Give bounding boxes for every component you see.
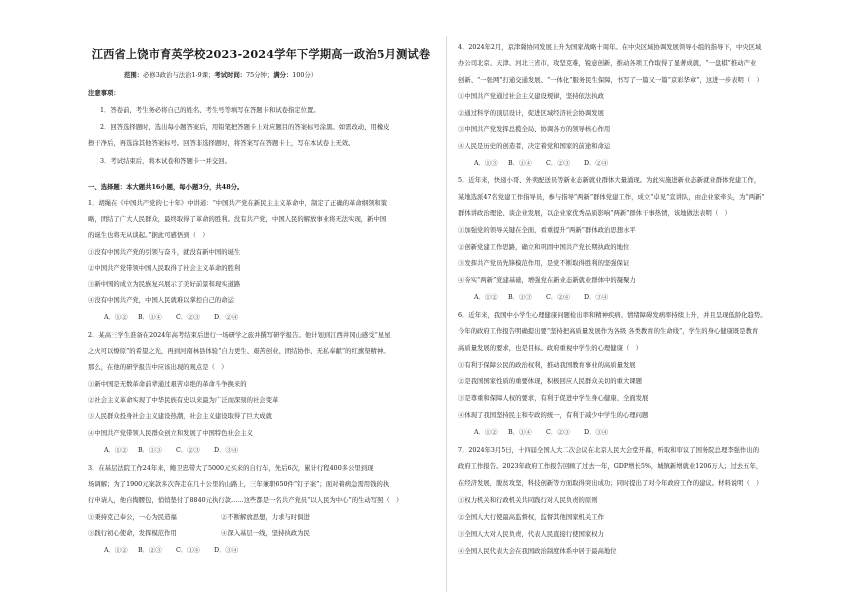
option-b[interactable]: B．①④ [508, 160, 532, 167]
question-1-statement: ③新中国的成立为民族复兴展示了美好前景和现实道路 [88, 281, 241, 288]
option-a[interactable]: A．①② [104, 447, 128, 454]
question-5-statement: ②创新党建工作思路，确立和巩固中国共产党长期执政的地位 [458, 244, 630, 251]
question-1-line: 略，团结了广大人民群众，最终取得了革命的胜利。没有共产党，中国人民的解放事业将无法实现，新中国 [88, 216, 387, 223]
question-7-line: 政府工作报告。2023年政府工作报告回顾了过去一年，GDP增长5%，城镇新增就业1206万人；过去五年， [458, 463, 763, 470]
option-c[interactable]: C．②③ [546, 160, 570, 167]
question-2-statement: ②社会主义革命实现了中华民族有史以来最为广泛而深刻的社会变革 [88, 397, 279, 404]
question-4-statement: ①中国共产党通过社会主义建设规律，坚持依法执政 [458, 93, 604, 100]
question-5-line: 某地选派47名党建工作指导员，参与指导“两新”群体党建工作，成立“卓见”宣讲队，由企业家牵头，为“两新” [458, 194, 765, 201]
notice-item: 擦干净后，再选涂其他答案标号。回答非选择题时，将答案写在答题卡上，写在本试卷上无效。 [88, 140, 355, 147]
section-heading: 一、选择题：本大题共16小题，每小题3分，共48分。 [88, 184, 244, 191]
question-5-statement: ①加强党的领导关键在全面，看重提升“两新”群体政治思想水平 [458, 227, 636, 234]
question-7-statement: ②全国人大行使最高监督权，监督其他国家机关工作 [458, 514, 604, 521]
question-6-statement: ②是我国国家性质的重要体现，积极回应人民群众关切的重大课题 [458, 378, 642, 385]
option-a[interactable]: A．①② [104, 547, 128, 554]
question-5-line: 群体讲政治理论、谈企业发展，以企业家优秀品质影响“两新”群体干事热情，该地做法表明（ ） [458, 210, 731, 217]
scope-text: 必修3政治与法治1-9课； [143, 72, 215, 79]
question-4-statement: ②通过科学的顶层设计，促进区域经济社会协调发展 [458, 110, 604, 117]
score-text: 100分） [292, 72, 318, 79]
question-2-statement: ①新中国是无数革命前辈通过艰苦卓绝的革命斗争换来的 [88, 381, 247, 388]
question-3-options [104, 547, 254, 555]
option-c[interactable]: C．②③ [176, 447, 200, 454]
question-5-line: 5．近年来，快递小哥、外卖配送员等新业态新就业群体大量涌现。为此实施进新业态新就业群体党建工作， [458, 177, 761, 184]
question-6-line: 6．近年来，我国中小学生心理健康问题检出率和精神疾病、情绪障碍发病率持续上升，并且呈现低龄化趋势。 [458, 312, 767, 319]
column-divider [446, 36, 447, 592]
question-4-statement: ③中国共产党发挥总揽全局、协调各方的领导核心作用 [458, 126, 611, 133]
score-label: 满分： [273, 72, 293, 79]
question-4-statement: ④人民是历史的创造者，决定着党和国家的前途和命运 [458, 143, 611, 150]
question-3-line: 3．在基层法院工作24年来，鲍卫忠带大了5000元买来的自行车，先后6次，累计行程400多公里到现 [88, 465, 374, 472]
question-5-options [474, 294, 624, 302]
question-7-statement: ③全国人大对人民负责，代表人民直接行使国家权力 [458, 531, 604, 538]
question-5-statement: ④夯实“两新”党建基础，增强党在新业态新就业群体中的凝聚力 [458, 277, 636, 284]
question-4-line: 办公司北京、天津、河北三省市，攻坚克难，锐意创新，推动各项工作取得了显著成就，“一盘棋”推动产业 [458, 60, 757, 67]
scope-label: 范围： [124, 72, 144, 79]
option-d[interactable]: D．③④ [214, 547, 239, 554]
notice-item: 2．回答选择题时，选出每小题答案后，用铅笔把答题卡上对应题目的答案标号涂黑。如需改动，用橡皮 [100, 124, 390, 131]
question-1-line: 的诞生也将无从谈起。”据此可感悟到（ ） [88, 232, 209, 239]
question-6-statement: ④体现了我国坚持民主和专政的统一，有利于减少中学生的心理问题 [458, 412, 649, 419]
question-1-statement: ①没有中国共产党的引领与奋斗，就没有新中国的诞生 [88, 249, 241, 256]
option-d[interactable]: D．③④ [584, 429, 609, 436]
exam-scope-line [124, 72, 317, 80]
question-1-statement: ④没有中国共产党，中国人民就难以掌控自己的命运 [88, 297, 234, 304]
question-2-options [104, 447, 254, 455]
option-c[interactable]: C．①④ [176, 547, 200, 554]
question-3-line: 场调解；为了1900元案款多次奔走在几十公里的山路上，三年兼职650件“钉子案”；面对着病急需用钱的执 [88, 481, 390, 488]
option-b[interactable]: B．①④ [138, 314, 162, 321]
option-a[interactable]: A．①② [104, 314, 128, 321]
question-5-statement: ③发挥共产党员先锋模范作用，是党不断取得胜利的坚强保证 [458, 260, 630, 267]
notice-item: 1．答卷前，考生务必将自己的姓名、考生号等填写在答题卡和试卷指定位置。 [100, 107, 320, 114]
time-text: 75分钟； [246, 72, 274, 79]
option-d[interactable]: D．②④ [584, 160, 609, 167]
question-7-statement: ④全国人民代表大会在我国政治制度体系中居于最高地位 [458, 548, 617, 555]
question-2-statement: ③人民群众投身社会主义建设热潮，社会主义建设取得了巨大成就 [88, 413, 272, 420]
time-label: 考试时间： [214, 72, 247, 79]
question-2-line: 那么，在他的研学报告中应该出现的观点是（ ） [88, 364, 228, 371]
option-d[interactable]: D．③④ [584, 294, 609, 301]
question-2-statement: ④中国共产党带领人民群众创立和发展了中国特色社会主义 [88, 430, 253, 437]
right-column [456, 0, 818, 608]
option-b[interactable]: B．①④ [508, 429, 532, 436]
option-c[interactable]: C．②③ [546, 429, 570, 436]
option-a[interactable]: A．①② [474, 429, 498, 436]
option-b[interactable]: B．②③ [138, 547, 162, 554]
option-b[interactable]: B．①③ [138, 447, 162, 454]
option-a[interactable]: A．①③ [474, 160, 498, 167]
question-3-line: 行申请人，他自掏腰包，悄悄垫付了8840元执行款……这些都是一名共产党员“以人民为中心”的生动写照（ ） [88, 497, 403, 504]
question-6-statement: ①有利于保障公民的政治权利，推动我国教育事业的高质量发展 [458, 362, 636, 369]
question-3-statement-row [88, 514, 310, 522]
question-7-line: 7．2024年3月5日，十四届全国人大二次会议在北京人民大会堂开幕，听取和审议了国务院总理李强作出的 [458, 447, 760, 454]
question-6-options [474, 429, 624, 437]
question-1-statement: ②中国共产党带领中国人民取得了社会主义革命的胜利 [88, 265, 241, 272]
question-3-statement: ④深入基层一线，坚持执政为民 [221, 530, 310, 537]
question-2-line: 之火可以燎原”的希望之光，再到河南林县体验“自力更生、艰苦创业、团结协作、无私奉献”的红旗渠精神。 [88, 348, 390, 355]
question-3-statement: ②不断解放思想，力求与时俱进 [221, 514, 310, 521]
option-d[interactable]: D．③④ [214, 447, 239, 454]
question-2-line: 2．某高三学生准备在2024年高考结束后进行一场研学之旅并撰写研学报告。他计划到江西井冈山感受“星星 [88, 332, 391, 339]
option-d[interactable]: D．②④ [214, 314, 239, 321]
option-c[interactable]: C．②③ [176, 314, 200, 321]
question-4-line: 4．2024年2月，京津冀协同发展上升为国家战略十周年。在中央区域协调发展领导小组的指导下，中央区域 [458, 44, 762, 51]
option-a[interactable]: A．①② [474, 294, 498, 301]
question-1-line: 1．胡绳在《中国共产党的七十年》中讲道：“中国共产党在新民主主义革命中，制定了正确的革命纲领和策 [88, 200, 388, 207]
notice-item: 3．考试结束后，将本试卷和答题卡一并交回。 [100, 158, 231, 165]
question-3-statement-row [88, 530, 310, 538]
question-7-line: 在经济发展，脱贫攻坚，科技创新等方面取得突出成功；同时提出了对今年政府工作的建议。材料说明（ ） [458, 480, 763, 487]
notice-heading: 注意事项： [88, 90, 120, 97]
question-3-statement: ①秉持克己奉公，一心为民造福 [88, 514, 177, 521]
exam-title: 江西省上饶市育英学校2023-2024学年下学期高一政治5月测试卷 [91, 47, 431, 61]
question-3-statement: ③践行初心使命，发挥模范作用 [88, 530, 177, 537]
question-4-options [474, 160, 624, 168]
question-6-line: 高质量发展的要求，也是目标。政府重视中学生的心理健康（ ） [458, 345, 642, 352]
option-b[interactable]: B．①③ [508, 294, 532, 301]
question-6-line: 今年的政府工作报告明确提出要“坚持把高质量发展作为各级 各类教育的生命线”，学生的身心健康既是教育 [458, 328, 759, 335]
option-c[interactable]: C．②④ [546, 294, 570, 301]
question-4-line: 创新、“一张网”打通交通发展、“一体化”服务民生保障，书写了一篇又一篇“京彩华章”，这进一步表明（ ） [458, 77, 763, 84]
left-column [86, 0, 436, 608]
question-7-statement: ①权力机关和行政机关共同践行对人民负责的原则 [458, 497, 598, 504]
question-6-statement: ③是尊重和保障人权的要求，有利于促进中学生身心健康、全面发展 [458, 395, 649, 402]
question-1-options [104, 314, 254, 322]
